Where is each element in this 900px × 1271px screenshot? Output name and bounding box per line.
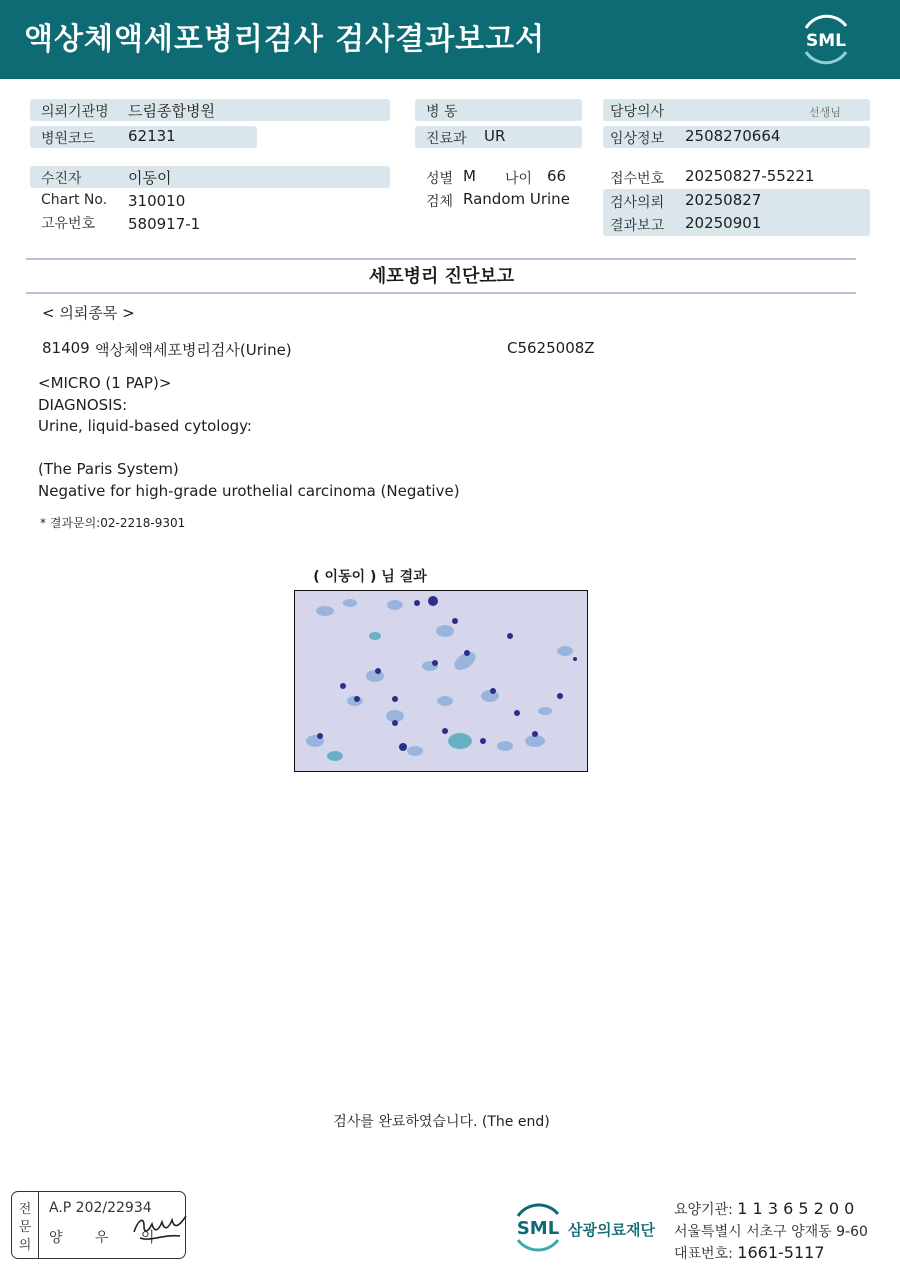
footer-code-label: 요양기관: xyxy=(674,1202,733,1218)
id-value: 580917-1 xyxy=(128,215,201,233)
section-title: 세포병리 진단보고 xyxy=(368,266,515,287)
footer-code-line xyxy=(674,1199,854,1219)
test-name: 액상체액세포병리검사(Urine) xyxy=(95,341,292,359)
divider-bottom xyxy=(26,292,856,294)
stamp-side-char: 전 xyxy=(18,1202,32,1217)
micro-line: DIAGNOSIS: xyxy=(38,395,128,414)
footer-org-name: 삼광의료재단 xyxy=(568,1221,655,1239)
chart-label: Chart No. xyxy=(41,192,108,208)
institution-value: 드림종합병원 xyxy=(128,102,215,120)
doctor-label: 담당의사 xyxy=(610,104,665,120)
age-label: 나이 xyxy=(505,171,533,187)
receipt-label: 접수번호 xyxy=(610,171,665,187)
request-label: 검사의뢰 xyxy=(610,195,665,211)
ward-label: 병 동 xyxy=(426,104,458,120)
clinical-label: 임상정보 xyxy=(610,131,665,147)
footer-address xyxy=(674,1221,868,1241)
footer-phone-line xyxy=(674,1243,825,1263)
logo-text: SML xyxy=(806,31,846,51)
sml-logo-icon xyxy=(798,12,854,66)
dept-label: 진료과 xyxy=(426,131,467,147)
stamp-side-char: 문 xyxy=(18,1220,32,1235)
footer-code-value: 1 1 3 6 5 2 0 0 xyxy=(737,1199,855,1218)
id-label: 고유번호 xyxy=(41,216,96,232)
request-value: 20250827 xyxy=(685,191,762,209)
micro-line: <MICRO (1 PAP)> xyxy=(38,374,172,392)
patient-label: 수진자 xyxy=(41,171,82,187)
stamp-side-char: 의 xyxy=(18,1238,32,1253)
footer-logo-text: SML xyxy=(516,1218,560,1239)
micro-line: (The Paris System) xyxy=(38,460,179,478)
test-code: 81409 xyxy=(42,339,90,357)
hospital-code-label: 병원코드 xyxy=(41,131,96,147)
stamp-side xyxy=(12,1192,39,1258)
micro-line: Negative for high-grade urothelial carcinoma (Negative) xyxy=(38,481,460,500)
test-id: C5625008Z xyxy=(507,339,595,357)
end-text: 검사를 완료하였습니다. (The end) xyxy=(333,1114,550,1130)
diagnosis-text xyxy=(38,373,460,502)
sex-value: M xyxy=(463,167,476,185)
report-header xyxy=(0,0,900,79)
hospital-code-value: 62131 xyxy=(128,127,176,145)
image-caption: ( 이동이 ) 님 결과 xyxy=(313,569,427,585)
age-value: 66 xyxy=(547,167,567,185)
pathologist-stamp xyxy=(11,1191,186,1259)
footer-phone-value: 1661-5117 xyxy=(737,1243,825,1262)
inquiry-note: * 결과문의:02-2218-9301 xyxy=(40,516,186,530)
sml-footer-logo-icon xyxy=(508,1198,568,1256)
clinical-value: 2508270664 xyxy=(685,127,781,145)
institution-label: 의뢰기관명 xyxy=(41,104,109,120)
cytology-micrograph xyxy=(294,590,588,772)
footer-phone-label: 대표번호: xyxy=(674,1246,733,1262)
doctor-suffix: 선생님 xyxy=(809,106,841,119)
divider-top xyxy=(26,258,856,260)
chart-value: 310010 xyxy=(128,192,186,210)
request-items-label: < 의뢰종목 > xyxy=(42,304,135,322)
sex-label: 성별 xyxy=(426,171,454,187)
specimen-label: 검체 xyxy=(426,194,454,210)
stamp-name: 양 우 익 xyxy=(49,1230,169,1246)
patient-value: 이동이 xyxy=(128,169,172,187)
footer-address-text: 서울특별시 서초구 양재동 9-60 xyxy=(674,1224,868,1240)
report-date-label: 결과보고 xyxy=(610,218,665,234)
report-date-value: 20250901 xyxy=(685,214,762,232)
specimen-value: Random Urine xyxy=(463,190,570,208)
stamp-license: A.P 202/22934 xyxy=(49,1200,152,1216)
micro-line xyxy=(38,438,460,460)
patient-row xyxy=(30,166,390,188)
dept-value: UR xyxy=(484,127,506,145)
micro-line: Urine, liquid-based cytology: xyxy=(38,417,252,435)
receipt-value: 20250827-55221 xyxy=(685,167,815,185)
signature-icon xyxy=(130,1202,190,1250)
report-title: 액상체액세포병리검사 검사결과보고서 xyxy=(24,22,546,57)
